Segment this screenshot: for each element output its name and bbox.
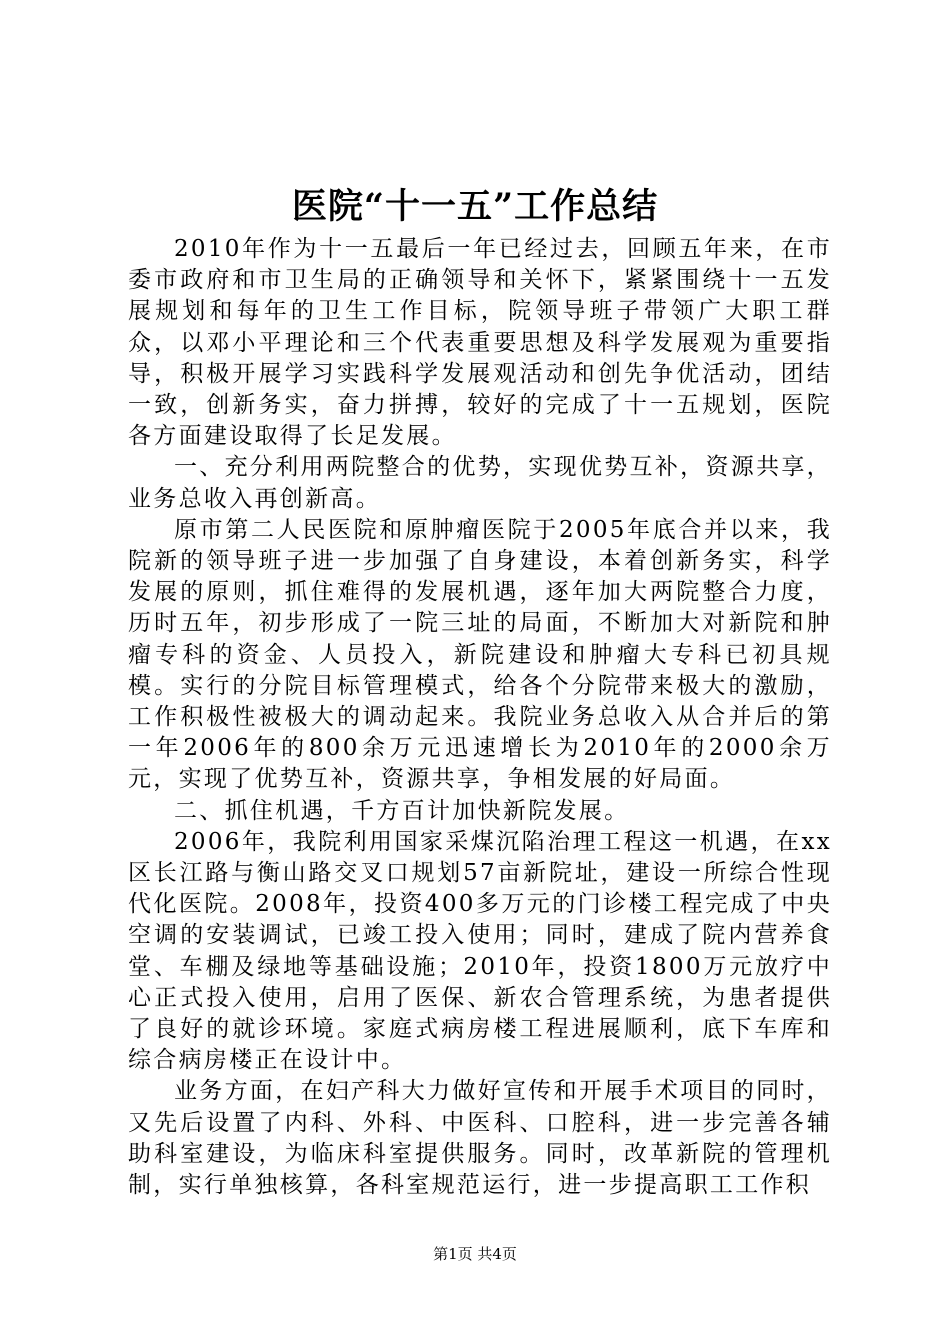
paragraph-intro: 2010年作为十一五最后一年已经过去，回顾五年来，在市委市政府和市卫生局的正确领导和关怀下，紧紧围绕十一五发展规划和每年的卫生工作目标，院领导班子带领广大职工群众，以邓小平理论和三个代表重要思想及科学发展观为重要指导，积极开展学习实践科学发展观活动和创先争优活动，团结一致，创新务实，奋力拼搏，较好的完成了十一五规划，医院各方面建设取得了长足发展。 [128, 236, 832, 450]
paragraph-section-1-heading: 一、充分利用两院整合的优势，实现优势互补，资源共享，业务总收入再创新高。 [128, 454, 832, 512]
paragraph-section-1-body: 原市第二人民医院和原肿瘤医院于2005年底合并以来，我院新的领导班子进一步加强了自身建设，本着创新务实，科学发展的原则，抓住难得的发展机遇，逐年加大两院整合力度，历时五年，初步形成了一院三址的局面，不断加大对新院和肿瘤专科的资金、人员投入，新院建设和肿瘤大专科已初具规模。实行的分院目标管理模式，给各个分院带来极大的激励，工作积极性被极大的调动起来。我院业务总收入从合并后的第一年2006年的800余万元迅速增长为2010年的2000余万元，实现了优势互补，资源共享，争相发展的好局面。 [128, 516, 832, 793]
paragraph-section-2-body: 2006年，我院利用国家采煤沉陷治理工程这一机遇，在xx区长江路与衡山路交叉口规划57亩新院址，建设一所综合性现代化医院。2008年，投资400多万元的门诊楼工程完成了中央空调的安装调试，已竣工投入使用；同时，建成了院内营养食堂、车棚及绿地等基础设施；2010年，投资1800万元放疗中心正式投入使用，启用了医保、新农合管理系统，为患者提供了良好的就诊环境。家庭式病房楼工程进展顺利，底下车库和综合病房楼正在设计中。 [128, 828, 832, 1074]
document-title: 医院“十一五”工作总结 [291, 186, 659, 227]
document-body [128, 234, 832, 1201]
page-number-footer: 第1页 共4页 [433, 1245, 517, 1263]
paragraph-section-2-heading: 二、抓住机遇，千方百计加快新院发展。 [174, 797, 630, 824]
paragraph-business: 业务方面，在妇产科大力做好宣传和开展手术项目的同时，又先后设置了内科、外科、中医科、口腔科，进一步完善各辅助科室建设，为临床科室提供服务。同时，改革新院的管理机制，实行单独核算，各科室规范运行，进一步提高职工工作积 [128, 1078, 832, 1199]
